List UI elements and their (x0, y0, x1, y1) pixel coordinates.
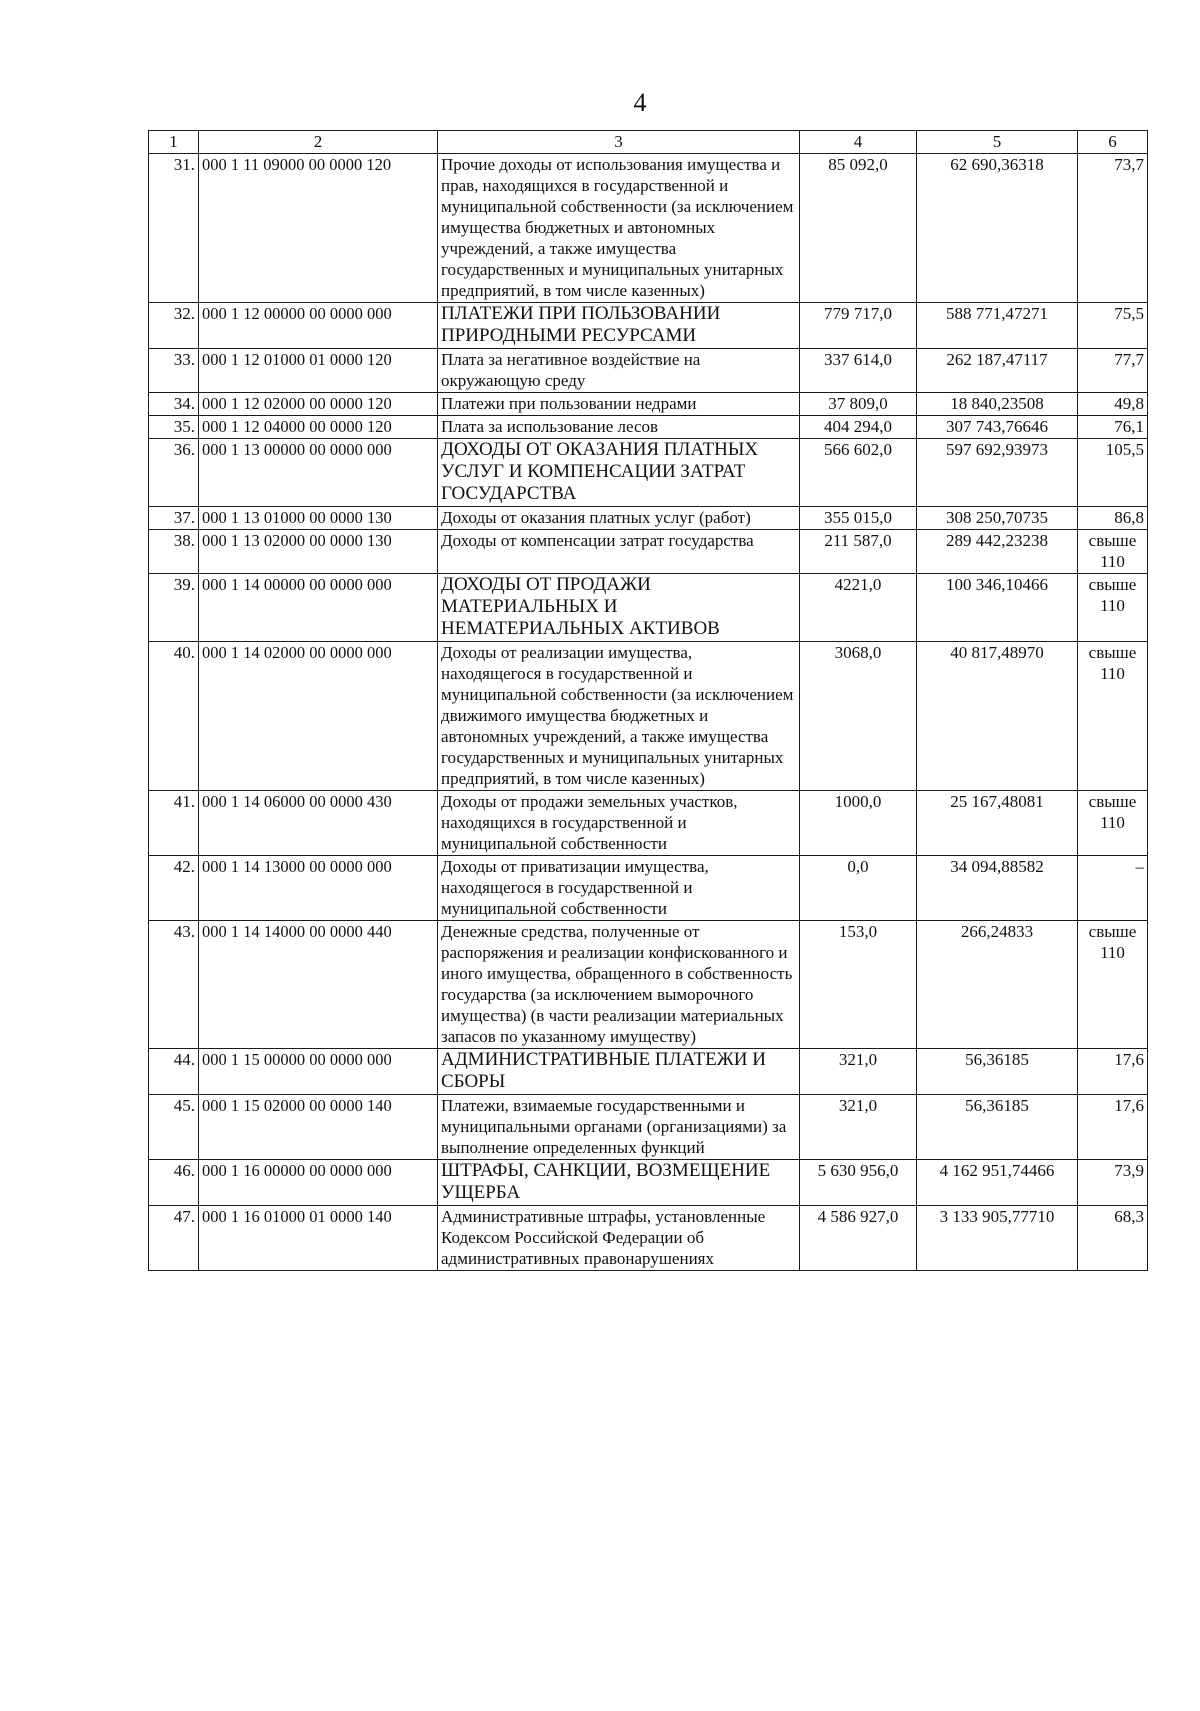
executed-amount: 100 346,10466 (917, 574, 1078, 642)
row-number: 47. (149, 1206, 199, 1271)
planned-amount: 211 587,0 (800, 530, 917, 574)
budget-code: 000 1 14 14000 00 0000 440 (199, 921, 438, 1049)
row-number: 41. (149, 791, 199, 856)
row-number: 43. (149, 921, 199, 1049)
budget-code: 000 1 12 02000 00 0000 120 (199, 393, 438, 416)
budget-code: 000 1 14 00000 00 0000 000 (199, 574, 438, 642)
executed-amount: 308 250,70735 (917, 507, 1078, 530)
row-number: 39. (149, 574, 199, 642)
table-row (149, 393, 1148, 416)
revenue-name: Плата за негативное воздействие на окружающую среду (438, 349, 800, 393)
row-number: 42. (149, 856, 199, 921)
planned-amount: 153,0 (800, 921, 917, 1049)
page-number: 4 (633, 88, 647, 117)
row-number: 38. (149, 530, 199, 574)
planned-amount: 4 586 927,0 (800, 1206, 917, 1271)
executed-amount: 56,36185 (917, 1095, 1078, 1160)
planned-amount: 404 294,0 (800, 416, 917, 439)
executed-amount: 34 094,88582 (917, 856, 1078, 921)
row-number: 31. (149, 154, 199, 303)
budget-code: 000 1 13 02000 00 0000 130 (199, 530, 438, 574)
execution-percent: свыше 110 (1078, 530, 1148, 574)
column-header: 4 (800, 131, 917, 154)
budget-code: 000 1 16 01000 01 0000 140 (199, 1206, 438, 1271)
row-number: 35. (149, 416, 199, 439)
budget-code: 000 1 11 09000 00 0000 120 (199, 154, 438, 303)
execution-percent: 73,7 (1078, 154, 1148, 303)
executed-amount: 266,24833 (917, 921, 1078, 1049)
executed-amount: 597 692,93973 (917, 439, 1078, 507)
budget-code: 000 1 15 02000 00 0000 140 (199, 1095, 438, 1160)
planned-amount: 1000,0 (800, 791, 917, 856)
revenue-name: Доходы от приватизации имущества, находящегося в государственной и муниципальной собственности (438, 856, 800, 921)
executed-amount: 307 743,76646 (917, 416, 1078, 439)
table-row (149, 642, 1148, 791)
row-number: 33. (149, 349, 199, 393)
revenue-name: ДОХОДЫ ОТ ПРОДАЖИ МАТЕРИАЛЬНЫХ И НЕМАТЕРИАЛЬНЫХ АКТИВОВ (438, 574, 800, 642)
column-header: 6 (1078, 131, 1148, 154)
executed-amount: 588 771,47271 (917, 303, 1078, 349)
executed-amount: 62 690,36318 (917, 154, 1078, 303)
executed-amount: 4 162 951,74466 (917, 1160, 1078, 1206)
table-row (149, 349, 1148, 393)
table-row (149, 416, 1148, 439)
execution-percent: свыше 110 (1078, 642, 1148, 791)
revenue-name: Платежи, взимаемые государственными и муниципальными органами (организациями) за выполнение определенных функций (438, 1095, 800, 1160)
execution-percent: 77,7 (1078, 349, 1148, 393)
execution-percent: свыше 110 (1078, 791, 1148, 856)
budget-code: 000 1 12 01000 01 0000 120 (199, 349, 438, 393)
column-header: 3 (438, 131, 800, 154)
execution-percent: 68,3 (1078, 1206, 1148, 1271)
executed-amount: 40 817,48970 (917, 642, 1078, 791)
execution-percent: свыше 110 (1078, 574, 1148, 642)
row-number: 44. (149, 1049, 199, 1095)
revenue-name: Доходы от компенсации затрат государства (438, 530, 800, 574)
row-number: 32. (149, 303, 199, 349)
execution-percent: свыше 110 (1078, 921, 1148, 1049)
revenue-name: Платежи при пользовании недрами (438, 393, 800, 416)
planned-amount: 779 717,0 (800, 303, 917, 349)
revenue-name: Денежные средства, полученные от распоряжения и реализации конфискованного и иного имущества, обращенного в собственность государства (за исключением выморочного имущества) (в части реализации материальных запасов по указанному имуществу) (438, 921, 800, 1049)
execution-percent: 73,9 (1078, 1160, 1148, 1206)
revenue-name: ДОХОДЫ ОТ ОКАЗАНИЯ ПЛАТНЫХ УСЛУГ И КОМПЕНСАЦИИ ЗАТРАТ ГОСУДАРСТВА (438, 439, 800, 507)
table-row (149, 791, 1148, 856)
planned-amount: 321,0 (800, 1049, 917, 1095)
planned-amount: 355 015,0 (800, 507, 917, 530)
executed-amount: 18 840,23508 (917, 393, 1078, 416)
executed-amount: 289 442,23238 (917, 530, 1078, 574)
executed-amount: 56,36185 (917, 1049, 1078, 1095)
execution-percent: 49,8 (1078, 393, 1148, 416)
table-row (149, 921, 1148, 1049)
planned-amount: 321,0 (800, 1095, 917, 1160)
budget-code: 000 1 12 00000 00 0000 000 (199, 303, 438, 349)
table-row (149, 1095, 1148, 1160)
budget-code: 000 1 14 02000 00 0000 000 (199, 642, 438, 791)
executed-amount: 25 167,48081 (917, 791, 1078, 856)
table-row (149, 1160, 1148, 1206)
revenue-name: Административные штрафы, установленные Кодексом Российской Федерации об административных правонарушениях (438, 1206, 800, 1271)
column-header: 5 (917, 131, 1078, 154)
row-number: 37. (149, 507, 199, 530)
row-number: 36. (149, 439, 199, 507)
planned-amount: 4221,0 (800, 574, 917, 642)
budget-code: 000 1 12 04000 00 0000 120 (199, 416, 438, 439)
table-row (149, 530, 1148, 574)
revenue-name: ШТРАФЫ, САНКЦИИ, ВОЗМЕЩЕНИЕ УЩЕРБА (438, 1160, 800, 1206)
budget-code: 000 1 14 06000 00 0000 430 (199, 791, 438, 856)
revenue-name: ПЛАТЕЖИ ПРИ ПОЛЬЗОВАНИИ ПРИРОДНЫМИ РЕСУРСАМИ (438, 303, 800, 349)
revenue-name: АДМИНИСТРАТИВНЫЕ ПЛАТЕЖИ И СБОРЫ (438, 1049, 800, 1095)
revenue-table (148, 130, 1148, 1271)
execution-percent: 76,1 (1078, 416, 1148, 439)
budget-code: 000 1 13 00000 00 0000 000 (199, 439, 438, 507)
revenue-name: Доходы от продажи земельных участков, находящихся в государственной и муниципальной собственности (438, 791, 800, 856)
table-row (149, 1206, 1148, 1271)
planned-amount: 337 614,0 (800, 349, 917, 393)
table-row (149, 439, 1148, 507)
header-row (149, 131, 1148, 154)
planned-amount: 3068,0 (800, 642, 917, 791)
planned-amount: 37 809,0 (800, 393, 917, 416)
row-number: 46. (149, 1160, 199, 1206)
table-row (149, 154, 1148, 303)
revenue-name: Доходы от реализации имущества, находящегося в государственной и муниципальной собственности (за исключением движимого имущества бюджетных и автономных учреждений, а также имущества государственных и муниципальных унитарных предприятий, в том числе казенных) (438, 642, 800, 791)
budget-code: 000 1 14 13000 00 0000 000 (199, 856, 438, 921)
planned-amount: 0,0 (800, 856, 917, 921)
execution-percent: 86,8 (1078, 507, 1148, 530)
table-row (149, 507, 1148, 530)
budget-code: 000 1 15 00000 00 0000 000 (199, 1049, 438, 1095)
table-row (149, 1049, 1148, 1095)
executed-amount: 3 133 905,77710 (917, 1206, 1078, 1271)
row-number: 40. (149, 642, 199, 791)
column-header: 1 (149, 131, 199, 154)
table-header (149, 131, 1148, 154)
row-number: 45. (149, 1095, 199, 1160)
planned-amount: 85 092,0 (800, 154, 917, 303)
row-number: 34. (149, 393, 199, 416)
budget-code: 000 1 16 00000 00 0000 000 (199, 1160, 438, 1206)
execution-percent: 17,6 (1078, 1095, 1148, 1160)
table-row (149, 574, 1148, 642)
column-header: 2 (199, 131, 438, 154)
execution-percent: 105,5 (1078, 439, 1148, 507)
execution-percent: 75,5 (1078, 303, 1148, 349)
revenue-name: Плата за использование лесов (438, 416, 800, 439)
table-body (149, 154, 1148, 1271)
planned-amount: 5 630 956,0 (800, 1160, 917, 1206)
revenue-name: Прочие доходы от использования имущества и прав, находящихся в государственной и муниципальной собственности (за исключением имущества бюджетных и автономных учреждений, а также имущества государственных и муниципальных унитарных предприятий, в том числе казенных) (438, 154, 800, 303)
execution-percent: – (1078, 856, 1148, 921)
budget-code: 000 1 13 01000 00 0000 130 (199, 507, 438, 530)
executed-amount: 262 187,47117 (917, 349, 1078, 393)
table-row (149, 303, 1148, 349)
execution-percent: 17,6 (1078, 1049, 1148, 1095)
table-row (149, 856, 1148, 921)
revenue-name: Доходы от оказания платных услуг (работ) (438, 507, 800, 530)
planned-amount: 566 602,0 (800, 439, 917, 507)
